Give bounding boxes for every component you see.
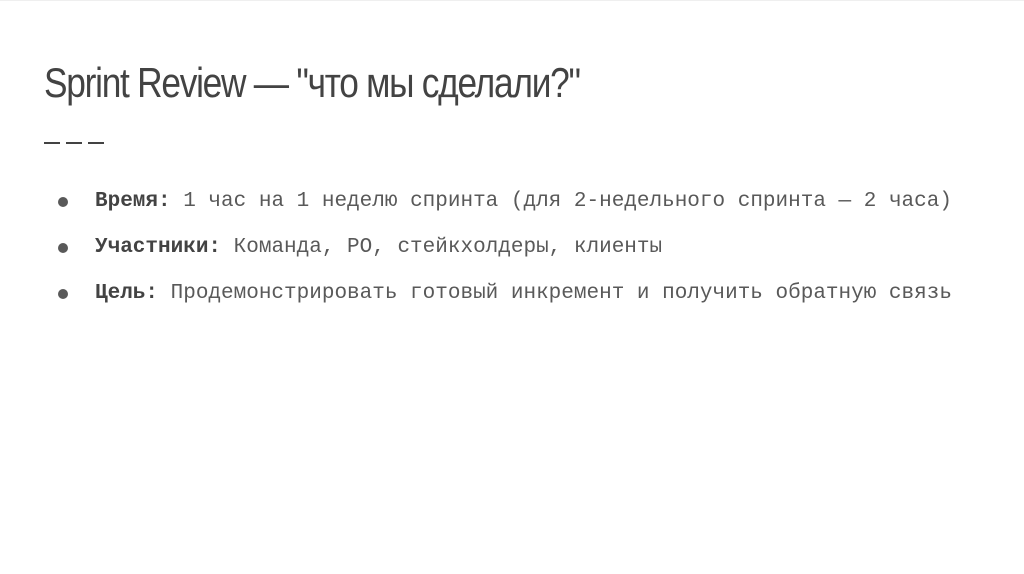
bullet-item-goal (0, 271, 955, 317)
underline-dash (66, 142, 82, 144)
bullet-list (0, 179, 955, 317)
underline-dash (44, 142, 60, 144)
bullet-label: Цель: (95, 282, 159, 305)
bullet-text: Команда, PO, стейкхолдеры, клиенты (221, 236, 663, 259)
bullet-dot-icon (58, 197, 68, 207)
title-underline (44, 142, 104, 144)
bullet-item-participants (0, 225, 955, 271)
bullet-label: Время: (95, 190, 171, 213)
bullet-dot-icon (58, 243, 68, 253)
bullet-dot-icon (58, 289, 68, 299)
bullet-label: Участники: (95, 236, 222, 259)
slide-title: Sprint Review — "что мы сделали?" (44, 59, 580, 106)
bullet-text: Продемонстрировать готовый инкремент и получить обратную связь (158, 282, 952, 305)
bullet-text: 1 час на 1 неделю спринта (для 2-недельного спринта — 2 часа) (170, 190, 952, 213)
underline-dash (88, 142, 104, 144)
bullet-item-time (0, 179, 955, 225)
